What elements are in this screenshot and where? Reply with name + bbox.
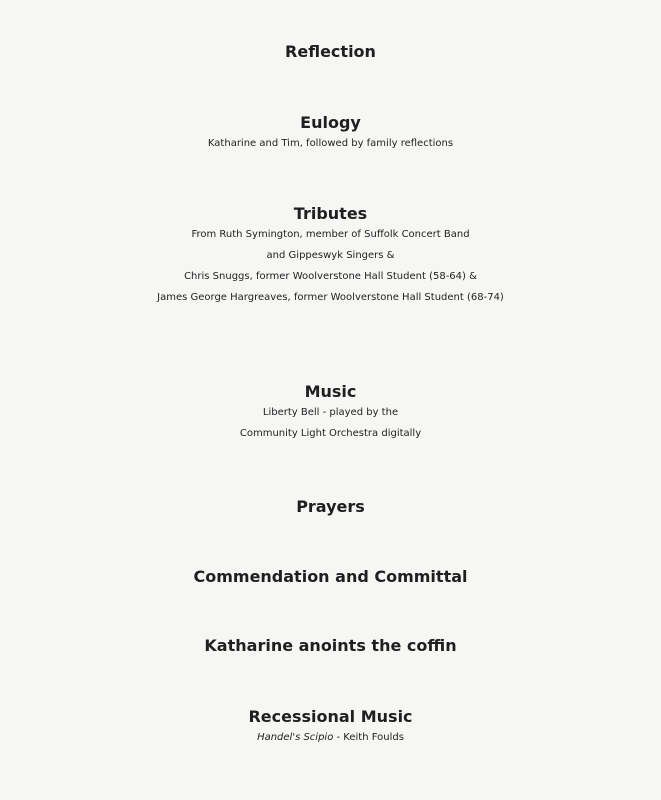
tributes-section [0, 203, 661, 308]
eulogy-section [0, 112, 661, 154]
music-heading: Music [304, 382, 357, 401]
recessional-section [0, 706, 661, 748]
recessional-performer: - Keith Foulds [333, 732, 404, 743]
commendation-section [0, 566, 661, 587]
tributes-line: and Gippeswyk Singers & [266, 250, 395, 261]
music-line: Community Light Orchestra digitally [239, 428, 422, 439]
commendation-heading: Commendation and Committal [193, 567, 468, 586]
music-line: Liberty Bell - played by the [262, 407, 399, 418]
recessional-line [0, 727, 661, 748]
eulogy-heading: Eulogy [300, 113, 361, 132]
tributes-line: Chris Snuggs, former Woolverstone Hall Student (58-64) & [184, 271, 477, 282]
tributes-line: James George Hargreaves, former Woolverstone Hall Student (68-74) [157, 292, 504, 303]
music-section [0, 381, 661, 444]
eulogy-text: Katharine and Tim, followed by family reflections [207, 138, 454, 149]
anointing-section [0, 635, 661, 656]
prayers-heading: Prayers [296, 497, 365, 516]
tributes-line: From Ruth Symington, member of Suffolk Concert Band [191, 229, 470, 240]
tributes-heading: Tributes [293, 204, 368, 223]
recessional-heading: Recessional Music [248, 707, 413, 726]
prayers-section [0, 496, 661, 517]
reflection-section [0, 41, 661, 62]
anointing-heading: Katharine anoints the coffin [204, 636, 457, 655]
reflection-heading: Reflection [285, 42, 376, 61]
recessional-piece: Handel's Scipio [257, 732, 334, 743]
